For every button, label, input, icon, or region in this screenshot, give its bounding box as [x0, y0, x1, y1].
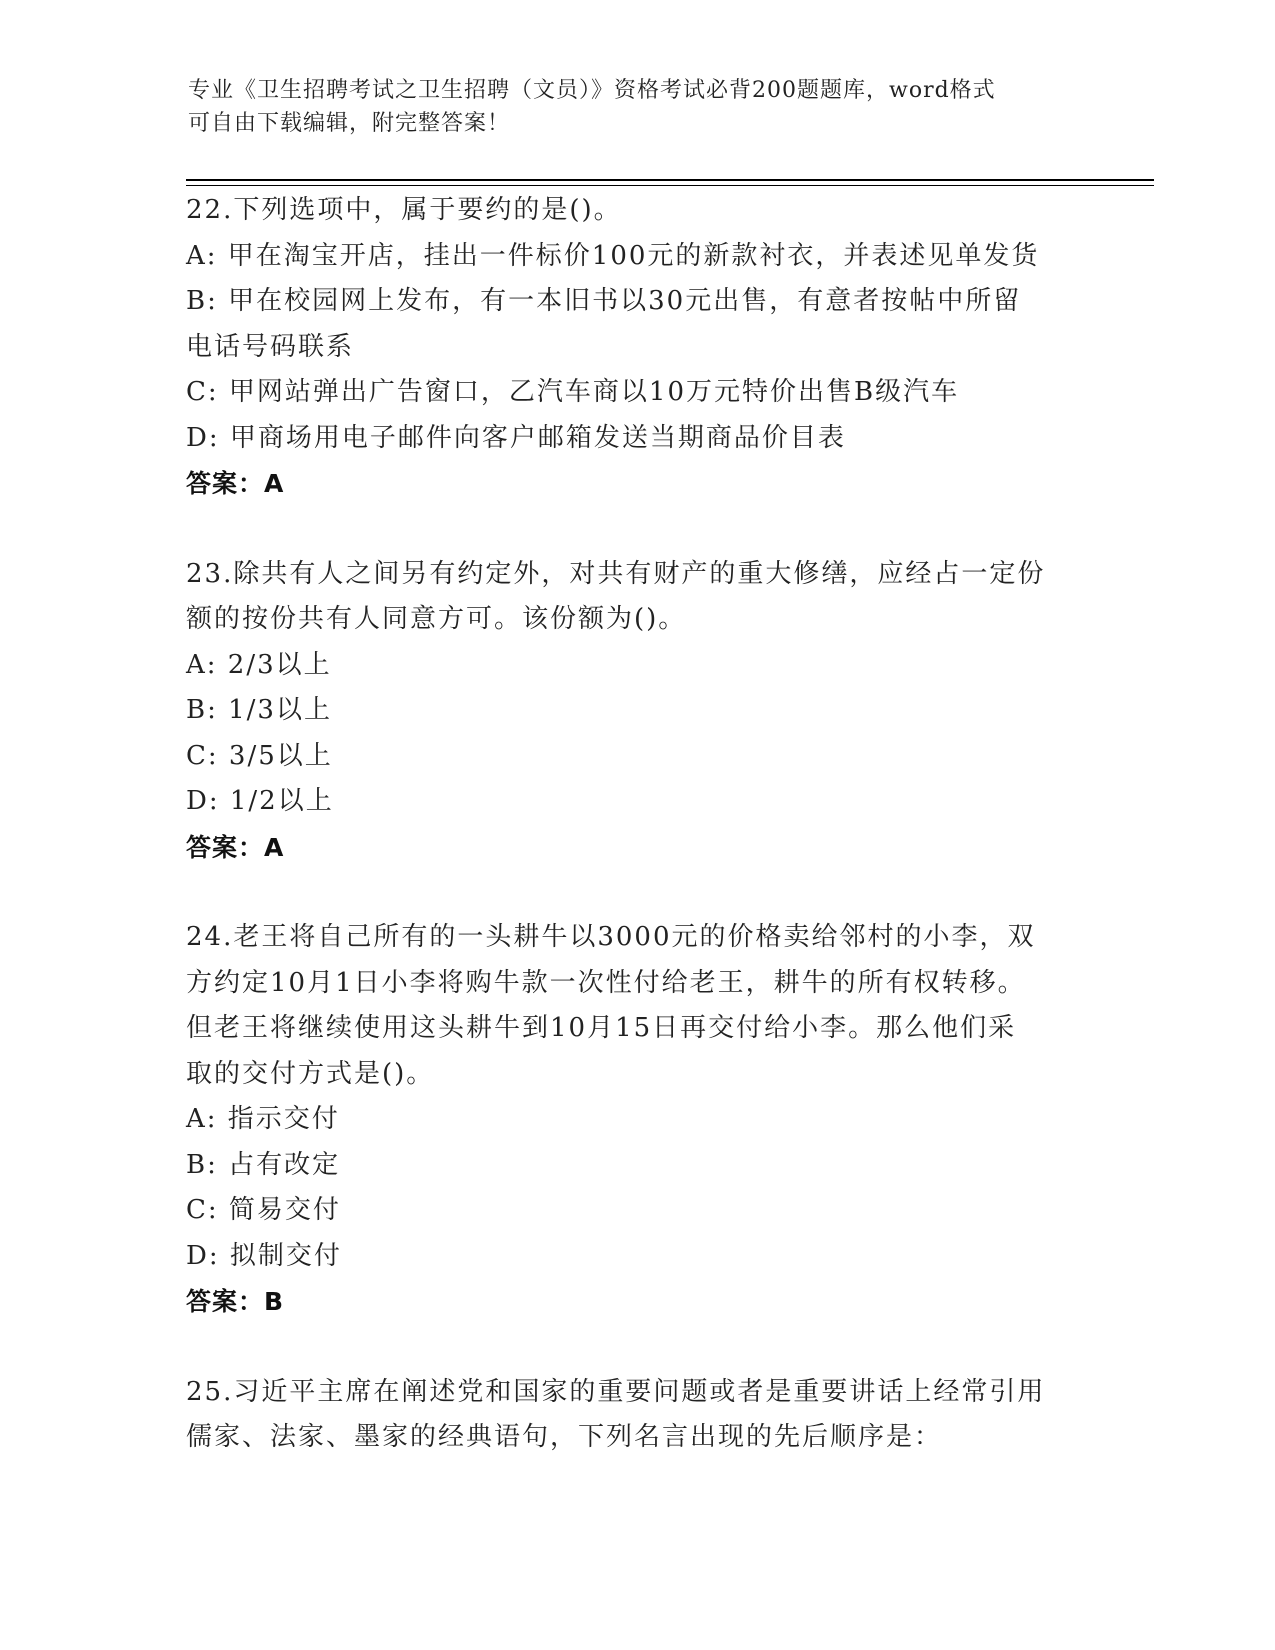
- question-25: [186, 1370, 1086, 1461]
- question-stem: 24.老王将自己所有的一头耕牛以3000元的价格卖给邻村的小李，双: [186, 922, 1036, 952]
- option-d: D: 甲商场用电子邮件向客户邮箱发送当期商品价目表: [186, 422, 846, 453]
- question-stem: 25.习近平主席在阐述党和国家的重要问题或者是重要讲话上经常引用: [186, 1376, 1046, 1407]
- option-b: B: 1/3以上: [186, 695, 332, 725]
- option-a: A: 2/3以上: [186, 649, 332, 680]
- header-rule-thick: [186, 179, 1154, 181]
- question-stem-continued: 方约定10月1日小李将购牛款一次性付给老王，耕牛的所有权转移。: [186, 967, 1026, 998]
- question-22: [186, 188, 1086, 507]
- question-stem: 22.下列选项中，属于要约的是()。: [186, 195, 622, 225]
- option-b: B: 甲在校园网上发布，有一本旧书以30元出售，有意者按帖中所留: [186, 286, 1022, 316]
- option-b-continued: 电话号码联系: [186, 331, 355, 362]
- option-c: C: 3/5以上: [186, 740, 333, 771]
- option-c: C: 简易交付: [186, 1195, 341, 1225]
- option-a: A: 甲在淘宝开店，挂出一件标价100元的新款衬衣，并表述见单发货: [186, 240, 1040, 271]
- document-header: [188, 74, 1068, 140]
- question-stem-continued: 但老王将继续使用这头耕牛到10月15日再交付给小李。那么他们采: [186, 1013, 1017, 1043]
- question-stem-continued: 儒家、法家、墨家的经典语句，下列名言出现的先后顺序是：: [186, 1422, 943, 1452]
- header-line-2: 可自由下载编辑，附完整答案！: [188, 111, 511, 136]
- header-rule-thin: [186, 185, 1154, 186]
- answer: 答案：A: [186, 832, 285, 862]
- option-d: D: 拟制交付: [186, 1240, 342, 1271]
- option-c: C: 甲网站弹出广告窗口，乙汽车商以10万元特价出售B级汽车: [186, 377, 960, 407]
- question-24: [186, 915, 1086, 1325]
- option-d: D: 1/2以上: [186, 786, 334, 816]
- question-stem: 23.除共有人之间另有约定外，对共有财产的重大修缮，应经占一定份: [186, 558, 1046, 589]
- answer: 答案：A: [186, 469, 285, 498]
- answer: 答案：B: [186, 1287, 285, 1316]
- question-list: [186, 188, 1086, 1506]
- question-stem-continued: 取的交付方式是()。: [186, 1058, 435, 1089]
- option-a: A: 指示交付: [186, 1104, 340, 1134]
- question-stem-continued: 额的按份共有人同意方可。该份额为()。: [186, 604, 687, 634]
- question-23: [186, 552, 1086, 871]
- option-b: B: 占有改定: [186, 1149, 341, 1180]
- header-line-1: 专业《卫生招聘考试之卫生招聘（文员）》资格考试必背200题题库，word格式: [188, 78, 996, 103]
